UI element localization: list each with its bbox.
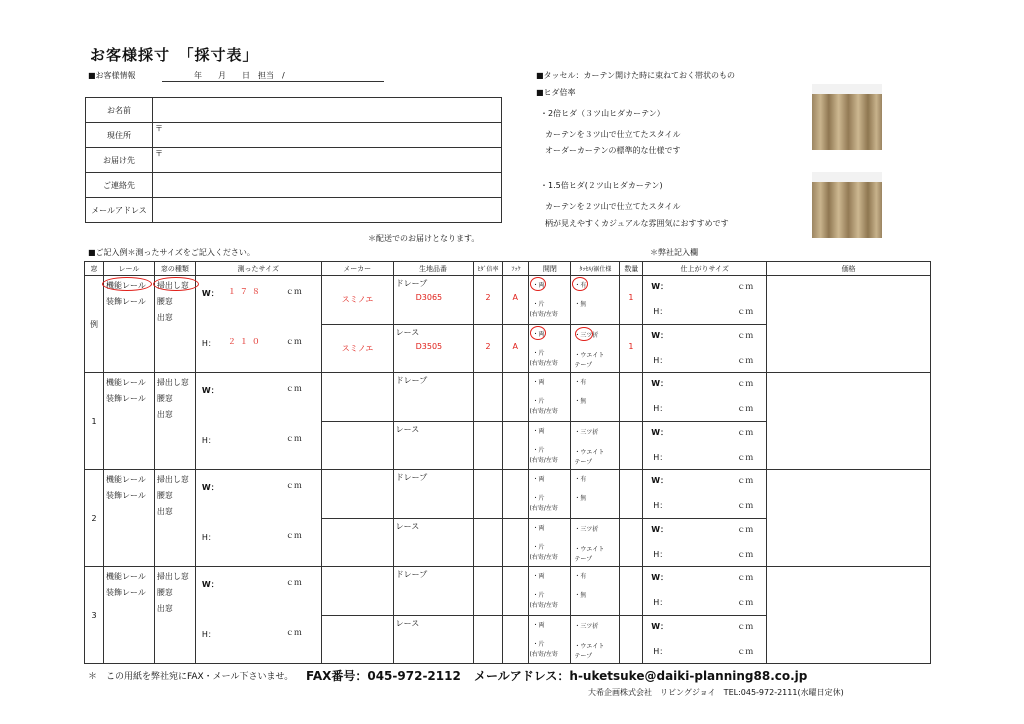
table-intro: ■ご記入例＊測ったサイズをご記入ください。 <box>88 248 255 257</box>
qty-drape[interactable] <box>620 567 643 616</box>
finished-width-label-lace: W： <box>651 427 669 437</box>
window-type-sweep: 掃出し窓 <box>156 475 189 484</box>
delivery-label: お届け先 <box>86 148 153 173</box>
rail-option-decorative: 装飾レール <box>105 297 146 306</box>
fabric-type-lace: レース <box>395 521 420 531</box>
window-number: 2 <box>85 470 104 567</box>
open-single-lace: ・片 <box>532 640 545 648</box>
open-both-lace: ・両 <box>532 524 545 532</box>
hem-tape: テープ <box>574 652 593 660</box>
col-tassel: ﾀｯｾﾙ/裾仕様 <box>571 262 620 276</box>
open-drape[interactable] <box>529 373 571 422</box>
rail-option-decorative: 装飾レール <box>105 394 146 403</box>
window-type-bay: 出窓 <box>156 507 173 516</box>
finished-height-label: H： <box>653 307 668 316</box>
window-type-options[interactable] <box>154 373 195 470</box>
measured-size[interactable] <box>195 567 321 664</box>
hem-tape: テープ <box>574 361 593 369</box>
open-lace[interactable] <box>529 518 571 567</box>
rail-option-functional: 機能レール <box>105 378 146 387</box>
open-both-lace: ・両 <box>532 621 545 629</box>
tassel-no: ・無 <box>574 398 587 405</box>
col-pleat: ﾋﾀﾞ倍率 <box>473 262 503 276</box>
date-line[interactable]: 年 月 日 担当 / <box>162 70 384 82</box>
finished-size-lace[interactable] <box>643 615 767 664</box>
name-field[interactable] <box>153 98 502 123</box>
open-single-lace: ・片 <box>532 349 545 357</box>
example-drape-code: D3065 <box>415 293 443 302</box>
finished-width-label-lace: W： <box>651 524 669 534</box>
open-both: ・両 <box>532 379 545 386</box>
maker-drape[interactable] <box>321 470 393 519</box>
measured-size[interactable] <box>195 470 321 567</box>
hem-lace[interactable] <box>571 324 620 373</box>
tassel-no: ・無 <box>574 592 587 599</box>
col-maker: メーカー <box>321 262 393 276</box>
example-width-value: １７８ <box>227 287 264 296</box>
col-finished-size: 仕上がりサイズ <box>643 262 767 276</box>
price[interactable] <box>767 276 931 373</box>
width-unit: ｃｍ <box>285 384 302 393</box>
pleat-2x-line1: カーテンを３ツ山で仕立てたスタイル <box>545 130 681 139</box>
window-number: 1 <box>85 373 104 470</box>
hook-lace[interactable] <box>503 615 529 664</box>
open-lace[interactable] <box>529 324 571 373</box>
qty-lace[interactable] <box>620 615 643 664</box>
width-unit: ｃｍ <box>285 578 302 587</box>
col-rail: レール <box>103 262 154 276</box>
price[interactable] <box>767 470 931 567</box>
rail-option-functional: 機能レール <box>105 572 146 581</box>
finished-width-label: W： <box>651 282 669 291</box>
finished-width-unit-lace: ｃｍ <box>737 621 754 631</box>
finished-height-unit-lace: ｃｍ <box>737 646 754 656</box>
finished-width-label-lace: W： <box>651 330 669 340</box>
finished-width-label-lace: W： <box>651 621 669 631</box>
height-label: H： <box>201 436 216 445</box>
footer-note: ＊ この用紙を弊社宛にFAX・メール下さいませ。 <box>88 672 294 682</box>
pleat-drape[interactable] <box>473 373 503 422</box>
example-maker-lace: スミノエ <box>341 343 374 353</box>
example-qty: 1 <box>628 293 634 302</box>
finished-height-label: H： <box>653 501 668 510</box>
pleat-lace[interactable] <box>473 421 503 470</box>
pleat-2x-line2: オーダーカーテンの標準的な仕様です <box>545 146 681 155</box>
hem-lace[interactable] <box>571 518 620 567</box>
maker-lace[interactable] <box>321 518 393 567</box>
finished-width-label: W： <box>651 573 669 582</box>
finished-height-unit: ｃｍ <box>737 598 754 607</box>
qty-lace[interactable] <box>620 518 643 567</box>
finished-width-unit-lace: ｃｍ <box>737 330 754 340</box>
window-type-options[interactable] <box>154 276 195 373</box>
hook-drape[interactable] <box>503 470 529 519</box>
example-window-circle <box>153 277 199 291</box>
hook-lace[interactable] <box>503 518 529 567</box>
maker-lace[interactable] <box>321 421 393 470</box>
hem-triple-fold: ・三ツ折 <box>574 428 599 436</box>
open-single: ・片 <box>532 398 545 405</box>
finished-height-unit: ｃｍ <box>737 307 754 316</box>
fabric-lace[interactable] <box>393 518 473 567</box>
fabric-type-lace: レース <box>395 618 420 628</box>
maker-lace[interactable] <box>321 615 393 664</box>
open-lace[interactable] <box>529 421 571 470</box>
tassel-yes: ・有 <box>574 379 587 386</box>
hook-lace[interactable] <box>503 324 529 373</box>
finished-size-drape[interactable] <box>643 470 767 519</box>
hem-weight: ・ウエイト <box>574 545 605 553</box>
example-pleat-lace: 2 <box>485 341 491 351</box>
fabric-lace[interactable] <box>393 615 473 664</box>
tassel-drape[interactable] <box>571 276 620 325</box>
open-side: (右寄/左寄 <box>529 602 558 609</box>
example-height-value: ２１０ <box>227 337 264 346</box>
open-drape[interactable] <box>529 470 571 519</box>
window-type-options[interactable] <box>154 470 195 567</box>
hook-drape[interactable] <box>503 567 529 616</box>
open-side-lace: (右寄/左寄 <box>529 553 558 561</box>
fabric-type-lace: レース <box>395 424 420 434</box>
open-single-lace: ・片 <box>532 446 545 454</box>
col-open: 開閉 <box>529 262 571 276</box>
col-size: 測ったサイズ <box>195 262 321 276</box>
pleat-heading: ■ヒダ倍率 <box>536 88 576 97</box>
window-row-drape <box>85 470 931 519</box>
height-unit: ｃｍ <box>285 531 302 540</box>
window-number: 3 <box>85 567 104 664</box>
height-label: H： <box>201 339 216 348</box>
window-row-drape <box>85 373 931 422</box>
finished-height-unit: ｃｍ <box>737 501 754 510</box>
hook-drape[interactable] <box>503 276 529 325</box>
company-fill-note: ＊弊社記入欄 <box>650 248 698 257</box>
tassel-drape[interactable] <box>571 373 620 422</box>
col-price: 価格 <box>767 262 931 276</box>
open-side-lace: (右寄/左寄 <box>529 456 558 464</box>
col-window: 窓 <box>85 262 104 276</box>
rail-option-decorative: 装飾レール <box>105 491 146 500</box>
rail-option-functional: 機能レール <box>105 281 146 290</box>
qty-drape[interactable] <box>620 373 643 422</box>
hem-weight: ・ウエイト <box>574 448 605 456</box>
col-window-type: 窓の種類 <box>154 262 195 276</box>
window-type-sweep: 掃出し窓 <box>156 281 189 290</box>
finished-height-label-lace: H： <box>653 355 668 365</box>
hook-lace[interactable] <box>503 421 529 470</box>
finished-height-unit: ｃｍ <box>737 404 754 413</box>
height-label: H： <box>201 533 216 542</box>
width-label: W： <box>201 386 219 395</box>
open-side: (右寄/左寄 <box>529 408 558 415</box>
pleat-2-fold-photo <box>812 172 882 238</box>
finished-width-unit: ｃｍ <box>737 379 754 388</box>
maker-drape[interactable] <box>321 276 393 325</box>
pleat-15x-line2: 柄が見えやすくカジュアルな雰囲気におすすめです <box>545 219 729 228</box>
hem-triple-fold: ・三ツ折 <box>574 525 599 533</box>
window-type-options[interactable] <box>154 567 195 664</box>
window-type-waist: 腰窓 <box>156 394 173 403</box>
height-unit: ｃｍ <box>285 337 302 346</box>
open-side-lace: (右寄/左寄 <box>529 650 558 658</box>
fabric-type-drape: ドレープ <box>395 570 428 579</box>
open-single: ・片 <box>532 301 545 308</box>
tassel-note: ■タッセル：カーテン開けた時に束ねておく帯状のもの <box>536 71 735 80</box>
finished-width-unit-lace: ｃｍ <box>737 427 754 437</box>
tassel-yes: ・有 <box>574 282 587 289</box>
finished-height-label-lace: H： <box>653 452 668 462</box>
window-type-bay: 出窓 <box>156 604 173 613</box>
width-label: W： <box>201 289 219 298</box>
open-both: ・両 <box>532 476 545 483</box>
pleat-15x-line1: カーテンを２ツ山で仕立てたスタイル <box>545 202 681 211</box>
fabric-drape[interactable] <box>393 567 473 616</box>
open-both: ・両 <box>532 573 545 580</box>
pleat-15x-title: ・1.5倍ヒダ(２ツ山ヒダカーテン) <box>540 181 663 190</box>
hem-triple-fold: ・三ツ折 <box>574 622 599 630</box>
finished-width-label: W： <box>651 379 669 388</box>
open-single: ・片 <box>532 495 545 502</box>
finished-width-unit: ｃｍ <box>737 476 754 485</box>
open-both-lace: ・両 <box>532 330 545 338</box>
window-type-sweep: 掃出し窓 <box>156 378 189 387</box>
email-label: メールアドレス <box>86 198 153 223</box>
tassel-yes: ・有 <box>574 573 587 580</box>
hem-lace[interactable] <box>571 615 620 664</box>
width-unit: ｃｍ <box>285 287 302 296</box>
rail-options[interactable] <box>103 470 154 567</box>
customer-info-form <box>85 97 502 223</box>
height-unit: ｃｍ <box>285 628 302 637</box>
footer-fax: FAX番号：045-972-2112 <box>306 669 461 683</box>
finished-height-unit-lace: ｃｍ <box>737 549 754 559</box>
finished-size-drape[interactable] <box>643 567 767 616</box>
pleat-lace[interactable] <box>473 324 503 373</box>
width-label: W： <box>201 580 219 589</box>
fabric-type-drape: ドレープ <box>395 279 428 288</box>
window-number: 例 <box>85 276 104 373</box>
window-type-waist: 腰窓 <box>156 297 173 306</box>
pleat-drape[interactable] <box>473 567 503 616</box>
page-title: お客様採寸 「採寸表」 <box>90 46 259 64</box>
open-single-lace: ・片 <box>532 543 545 551</box>
maker-drape[interactable] <box>321 373 393 422</box>
pleat-drape[interactable] <box>473 276 503 325</box>
finished-size-drape[interactable] <box>643 276 767 325</box>
pleat-3-fold-photo <box>812 84 882 150</box>
tassel-no: ・無 <box>574 301 587 308</box>
open-both-lace: ・両 <box>532 427 545 435</box>
fabric-type-drape: ドレープ <box>395 473 428 482</box>
open-side: (右寄/左寄 <box>529 505 558 512</box>
window-type-bay: 出窓 <box>156 313 173 322</box>
pleat-lace[interactable] <box>473 615 503 664</box>
col-fabric: 生地品番 <box>393 262 473 276</box>
hem-weight: ・ウエイト <box>574 351 605 359</box>
finished-size-lace[interactable] <box>643 421 767 470</box>
address-field[interactable]: 〒 <box>153 123 502 148</box>
fabric-drape[interactable] <box>393 276 473 325</box>
customer-info-label: ■お客様情報 <box>88 71 136 80</box>
example-open-lace-circle <box>530 326 546 340</box>
rail-option-functional: 機能レール <box>105 475 146 484</box>
rail-options[interactable] <box>103 373 154 470</box>
open-side-lace: (右寄/左寄 <box>529 359 558 367</box>
example-maker: スミノエ <box>341 295 374 304</box>
delivery-field[interactable]: 〒 <box>153 148 502 173</box>
finished-height-label: H： <box>653 404 668 413</box>
fabric-drape[interactable] <box>393 373 473 422</box>
table-header-row <box>85 262 931 276</box>
contact-field[interactable] <box>153 173 502 198</box>
footer-company: 大希企画株式会社 リビングジョイ TEL:045-972-2111(水曜日定休) <box>588 688 844 697</box>
rail-options[interactable] <box>103 567 154 664</box>
finished-height-label-lace: H： <box>653 549 668 559</box>
open-side: (右寄/左寄 <box>529 311 558 318</box>
width-unit: ｃｍ <box>285 481 302 490</box>
footer-mail: メールアドレス：h-uketsuke@daiki-planning88.co.jp <box>474 669 808 683</box>
hem-triple-fold: ・三ツ折 <box>574 331 599 339</box>
qty-lace[interactable] <box>620 421 643 470</box>
width-label: W： <box>201 483 219 492</box>
fabric-type-drape: ドレープ <box>395 376 428 385</box>
price[interactable] <box>767 567 931 664</box>
example-hook-lace: A <box>512 341 518 351</box>
qty-lace[interactable] <box>620 324 643 373</box>
tassel-yes: ・有 <box>574 476 587 483</box>
finished-size-lace[interactable] <box>643 324 767 373</box>
open-both: ・両 <box>532 282 545 289</box>
rail-options[interactable] <box>103 276 154 373</box>
hem-lace[interactable] <box>571 421 620 470</box>
example-rail-circle <box>102 277 152 291</box>
example-hem-circle <box>575 327 593 341</box>
example-lace-code: D3505 <box>415 341 443 351</box>
finished-height-unit-lace: ｃｍ <box>737 452 754 462</box>
tassel-drape[interactable] <box>571 470 620 519</box>
open-single: ・片 <box>532 592 545 599</box>
example-pleat: 2 <box>485 293 491 302</box>
window-type-waist: 腰窓 <box>156 588 173 597</box>
qty-drape[interactable] <box>620 470 643 519</box>
maker-lace[interactable] <box>321 324 393 373</box>
finished-width-unit: ｃｍ <box>737 573 754 582</box>
window-type-bay: 出窓 <box>156 410 173 419</box>
measurement-table <box>84 261 931 664</box>
email-field[interactable] <box>153 198 502 223</box>
finished-size-lace[interactable] <box>643 518 767 567</box>
finished-size-drape[interactable] <box>643 373 767 422</box>
finished-height-unit-lace: ｃｍ <box>737 355 754 365</box>
finished-width-label: W： <box>651 476 669 485</box>
height-label: H： <box>201 630 216 639</box>
qty-drape[interactable] <box>620 276 643 325</box>
finished-width-unit-lace: ｃｍ <box>737 524 754 534</box>
open-lace[interactable] <box>529 615 571 664</box>
tassel-no: ・無 <box>574 495 587 502</box>
pleat-2x-title: ・2倍ヒダ（３ツ山ヒダカーテン） <box>540 109 665 118</box>
hem-tape: テープ <box>574 555 593 563</box>
hook-drape[interactable] <box>503 373 529 422</box>
pleat-lace[interactable] <box>473 518 503 567</box>
delivery-note: ＊配送でのお届けとなります。 <box>368 234 480 243</box>
tassel-drape[interactable] <box>571 567 620 616</box>
window-row-drape <box>85 567 931 616</box>
finished-height-label: H： <box>653 598 668 607</box>
finished-height-label-lace: H： <box>653 646 668 656</box>
fabric-lace[interactable] <box>393 421 473 470</box>
example-row-drape <box>85 276 931 325</box>
window-type-waist: 腰窓 <box>156 491 173 500</box>
fabric-lace[interactable] <box>393 324 473 373</box>
window-type-sweep: 掃出し窓 <box>156 572 189 581</box>
col-qty: 数量 <box>620 262 643 276</box>
maker-drape[interactable] <box>321 567 393 616</box>
name-label: お名前 <box>86 98 153 123</box>
fabric-drape[interactable] <box>393 470 473 519</box>
finished-width-unit: ｃｍ <box>737 282 754 291</box>
address-label: 現住所 <box>86 123 153 148</box>
price[interactable] <box>767 373 931 470</box>
open-drape[interactable] <box>529 567 571 616</box>
open-drape[interactable] <box>529 276 571 325</box>
measured-size[interactable] <box>195 276 321 373</box>
hem-weight: ・ウエイト <box>574 642 605 650</box>
contact-label: ご連絡先 <box>86 173 153 198</box>
example-qty-lace: 1 <box>628 341 634 351</box>
measured-size[interactable] <box>195 373 321 470</box>
rail-option-decorative: 装飾レール <box>105 588 146 597</box>
col-hook: ﾌｯｸ <box>503 262 529 276</box>
fabric-type-lace: レース <box>395 327 420 337</box>
height-unit: ｃｍ <box>285 434 302 443</box>
hem-tape: テープ <box>574 458 593 466</box>
pleat-drape[interactable] <box>473 470 503 519</box>
example-hook: A <box>512 293 518 302</box>
